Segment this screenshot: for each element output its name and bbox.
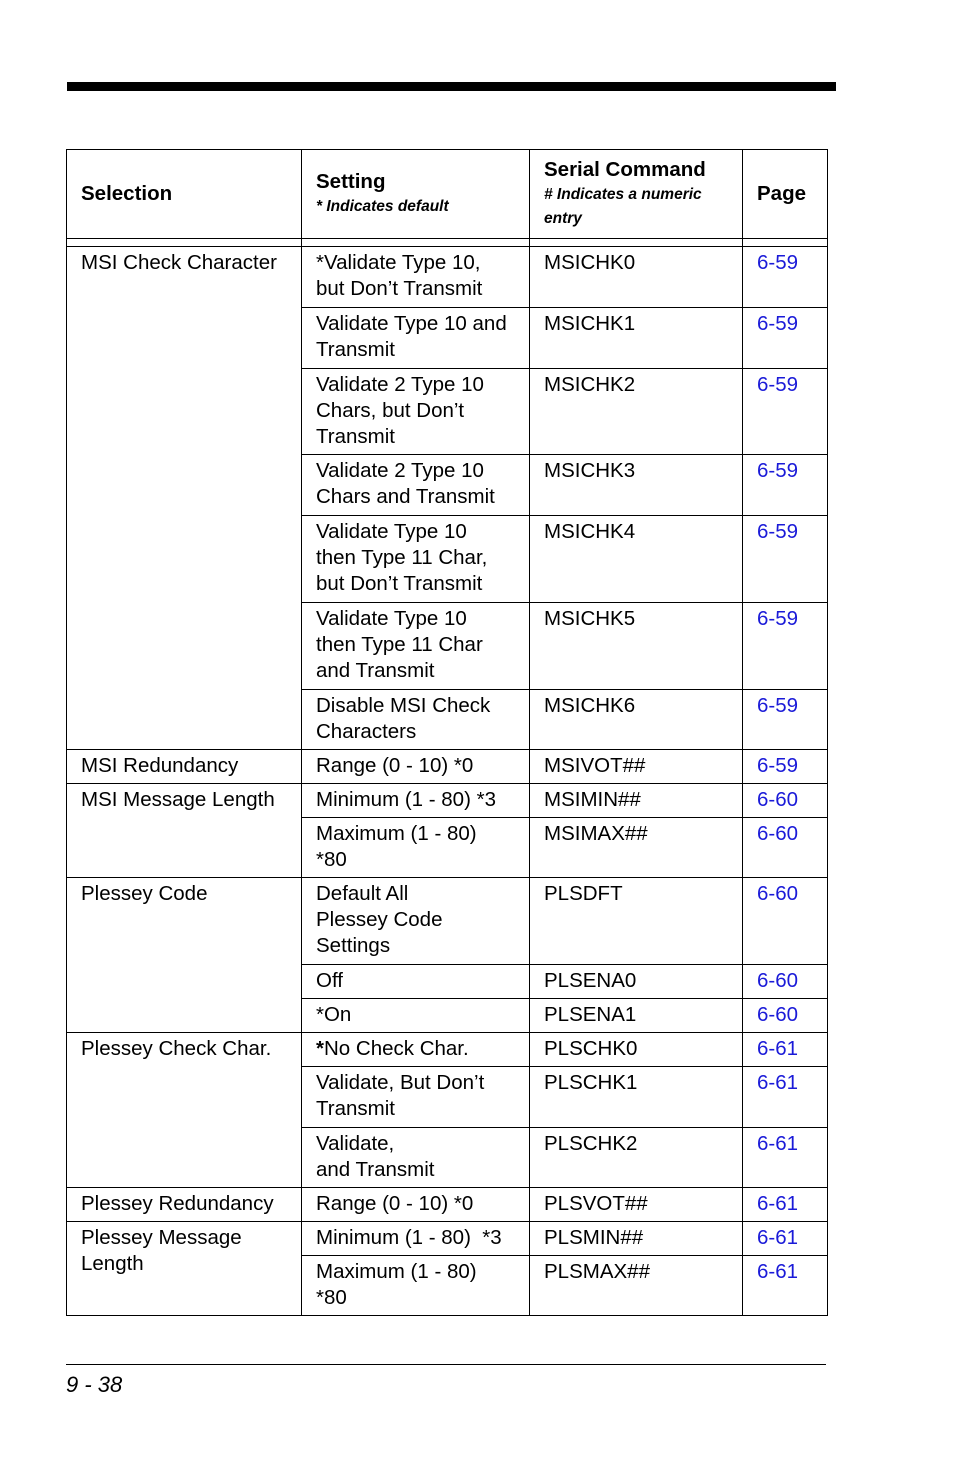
page-link[interactable]: 6-60 <box>757 1003 799 1026</box>
setting-cell: Maximum (1 - 80) *80 <box>302 818 530 878</box>
setting-cell: *No Check Char. <box>302 1033 530 1067</box>
command-cell: MSICHK2 <box>530 369 743 455</box>
page-link[interactable]: 6-59 <box>757 694 799 717</box>
setting-cell: Validate 2 Type 10 Chars, but Don’t Transmit <box>302 369 530 455</box>
page-link[interactable]: 6-61 <box>757 1132 799 1155</box>
page-link[interactable]: 6-61 <box>757 1226 799 1249</box>
page-link-cell[interactable] <box>743 1222 828 1256</box>
command-cell: MSIMIN## <box>530 784 743 818</box>
setting-cell: Off <box>302 965 530 999</box>
page-link-cell[interactable] <box>743 1067 828 1128</box>
page-link[interactable]: 6-59 <box>757 459 799 482</box>
selection-cell: Plessey Check Char. <box>67 1033 302 1188</box>
page-link[interactable]: 6-60 <box>757 969 799 992</box>
table-row <box>67 1188 828 1222</box>
setting-cell: Disable MSI Check Characters <box>302 690 530 750</box>
setting-cell: Validate, and Transmit <box>302 1128 530 1188</box>
selection-cell: Plessey Code <box>67 878 302 1033</box>
page-link-cell[interactable] <box>743 1188 828 1222</box>
setting-cell: *On <box>302 999 530 1033</box>
page-link-cell[interactable] <box>743 247 828 308</box>
page-link[interactable]: 6-60 <box>757 822 799 845</box>
table-row <box>67 247 828 308</box>
setting-cell: Validate Type 10 then Type 11 Char and Transmit <box>302 603 530 690</box>
setting-cell: Validate 2 Type 10 Chars and Transmit <box>302 455 530 516</box>
command-cell: MSICHK5 <box>530 603 743 690</box>
command-cell: PLSCHK0 <box>530 1033 743 1067</box>
header-selection: Selection <box>67 150 302 239</box>
selection-cell: MSI Message Length <box>67 784 302 878</box>
header-page: Page <box>743 150 828 239</box>
page-link-cell[interactable] <box>743 1033 828 1067</box>
page-link[interactable]: 6-61 <box>757 1260 799 1283</box>
page-link[interactable]: 6-61 <box>757 1037 799 1060</box>
command-cell: PLSCHK2 <box>530 1128 743 1188</box>
page-link[interactable]: 6-60 <box>757 882 799 905</box>
command-cell: MSICHK1 <box>530 308 743 369</box>
setting-cell: Validate Type 10 and Transmit <box>302 308 530 369</box>
command-cell: PLSENA1 <box>530 999 743 1033</box>
setting-cell: Range (0 - 10) *0 <box>302 750 530 784</box>
command-cell: MSICHK6 <box>530 690 743 750</box>
page-link-cell[interactable] <box>743 1128 828 1188</box>
page-link-cell[interactable] <box>743 603 828 690</box>
page-link-cell[interactable] <box>743 516 828 603</box>
command-cell: PLSENA0 <box>530 965 743 999</box>
page-link[interactable]: 6-59 <box>757 251 799 274</box>
page-link-cell[interactable] <box>743 965 828 999</box>
setting-cell: *Validate Type 10, but Don’t Transmit <box>302 247 530 308</box>
header-setting: Setting * Indicates default <box>302 150 530 239</box>
page-link[interactable]: 6-59 <box>757 312 799 335</box>
page-link[interactable]: 6-59 <box>757 754 799 777</box>
command-cell: PLSCHK1 <box>530 1067 743 1128</box>
default-marker: * <box>316 1037 324 1060</box>
command-cell: MSIMAX## <box>530 818 743 878</box>
selection-cell: Plessey Redundancy <box>67 1188 302 1222</box>
table-row <box>67 750 828 784</box>
page-link-cell[interactable] <box>743 818 828 878</box>
selection-cell: Plessey Message Length <box>67 1222 302 1316</box>
selection-cell: MSI Redundancy <box>67 750 302 784</box>
setting-cell: Range (0 - 10) *0 <box>302 1188 530 1222</box>
setting-cell: Minimum (1 - 80) *3 <box>302 1222 530 1256</box>
page-link[interactable]: 6-61 <box>757 1192 799 1215</box>
page-number: 9 - 38 <box>66 1372 123 1397</box>
command-cell: MSIVOT## <box>530 750 743 784</box>
page-link-cell[interactable] <box>743 878 828 965</box>
setting-cell: Validate Type 10 then Type 11 Char, but Don’t Transmit <box>302 516 530 603</box>
page-link-cell[interactable] <box>743 308 828 369</box>
page-link-cell[interactable] <box>743 690 828 750</box>
command-cell: PLSVOT## <box>530 1188 743 1222</box>
command-cell: PLSDFT <box>530 878 743 965</box>
page-link-cell[interactable] <box>743 784 828 818</box>
command-cell: MSICHK4 <box>530 516 743 603</box>
setting-cell: Validate, But Don’t Transmit <box>302 1067 530 1128</box>
command-cell: PLSMAX## <box>530 1256 743 1316</box>
table-row <box>67 1222 828 1256</box>
page-link-cell[interactable] <box>743 999 828 1033</box>
header-serial-command: Serial Command # Indicates a numeric entry <box>530 150 743 239</box>
setting-cell: Default All Plessey Code Settings <box>302 878 530 965</box>
selection-cell: MSI Check Character <box>67 247 302 750</box>
settings-table <box>66 149 828 1316</box>
page-link[interactable]: 6-60 <box>757 788 799 811</box>
table-row <box>67 878 828 965</box>
command-cell: MSICHK3 <box>530 455 743 516</box>
page-link-cell[interactable] <box>743 369 828 455</box>
page-link[interactable]: 6-59 <box>757 520 799 543</box>
command-cell: MSICHK0 <box>530 247 743 308</box>
table-header-row <box>67 150 828 239</box>
page-link-cell[interactable] <box>743 455 828 516</box>
page-link-cell[interactable] <box>743 1256 828 1316</box>
command-cell: PLSMIN## <box>530 1222 743 1256</box>
top-rule <box>67 82 836 91</box>
page-link[interactable]: 6-61 <box>757 1071 799 1094</box>
page-link[interactable]: 6-59 <box>757 373 799 396</box>
setting-cell: Minimum (1 - 80) *3 <box>302 784 530 818</box>
setting-cell: Maximum (1 - 80) *80 <box>302 1256 530 1316</box>
footer-rule <box>66 1364 826 1365</box>
table-row <box>67 1033 828 1067</box>
page-link-cell[interactable] <box>743 750 828 784</box>
page-link[interactable]: 6-59 <box>757 607 799 630</box>
table-row <box>67 784 828 818</box>
